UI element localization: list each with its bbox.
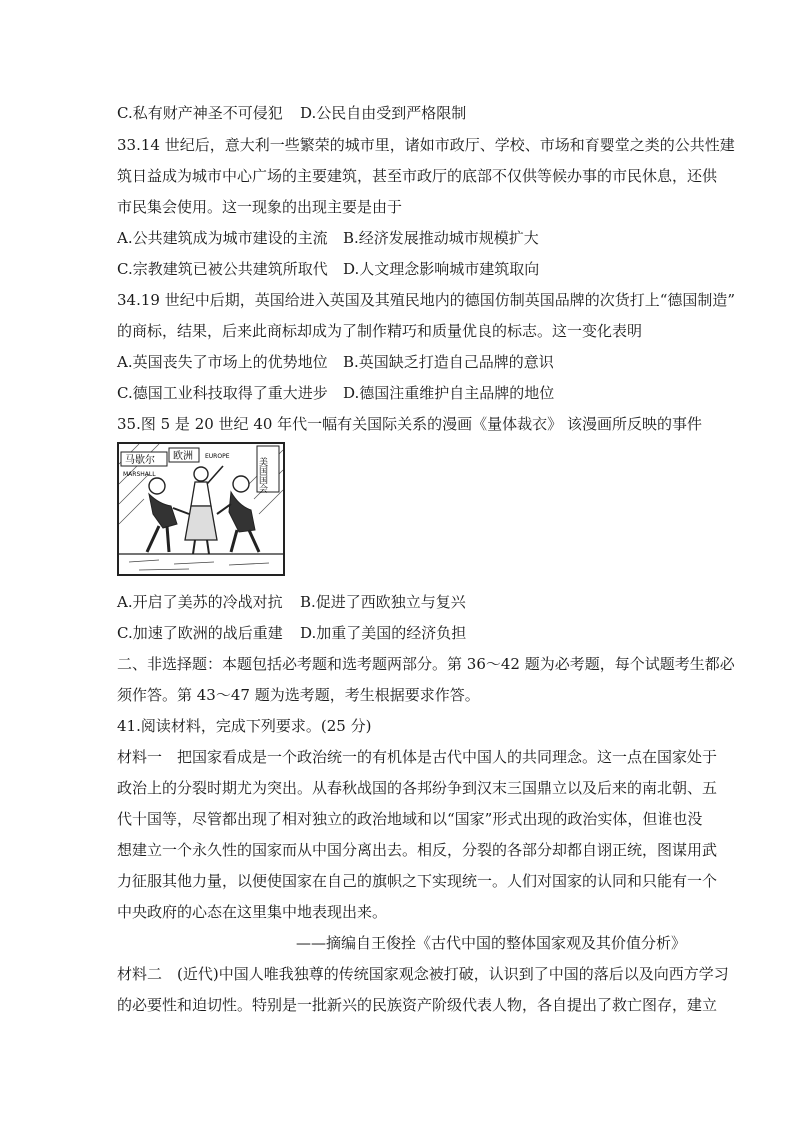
q41-material2-line-2: 的必要性和迫切性。特别是一批新兴的民族资产阶级代表人物，各自提出了救亡图存，建立 bbox=[117, 996, 718, 1014]
q32-option-d: D.公民自由受到严格限制 bbox=[300, 104, 467, 122]
q34-option-d: D.德国注重维护自主品牌的地位 bbox=[343, 384, 555, 402]
q33-option-d: D.人文理念影响城市建筑取向 bbox=[343, 260, 540, 278]
q35-option-c: C.加速了欧洲的战后重建 bbox=[117, 624, 283, 642]
section2-heading-line-1: 二、非选择题：本题包括必考题和选考题两部分。第 36～42 题为必考题，每个试题考生都必 bbox=[117, 655, 735, 673]
q33-stem-line-2: 筑日益成为城市中心广场的主要建筑，甚至市政厅的底部不仅供等候办事的市民休息，还供 bbox=[117, 167, 718, 185]
label-congress: 美国国会 bbox=[257, 457, 267, 493]
q34-option-c: C.德国工业科技取得了重大进步 bbox=[117, 384, 328, 402]
q32-option-c: C.私有财产神圣不可侵犯 bbox=[117, 104, 283, 122]
q41-stem: 41.阅读材料，完成下列要求。(25 分) bbox=[117, 717, 372, 735]
q35-option-d: D.加重了美国的经济负担 bbox=[300, 624, 467, 642]
q33-option-c: C.宗教建筑已被公共建筑所取代 bbox=[117, 260, 328, 278]
q35-option-b: B.促进了西欧独立与复兴 bbox=[300, 593, 466, 611]
q41-material1-line-6: 中央政府的心态在这里集中地表现出来。 bbox=[117, 903, 388, 921]
label-europe-cn: 欧洲 bbox=[173, 451, 193, 462]
q33-stem-line-3: 市民集会使用。这一现象的出现主要是由于 bbox=[117, 198, 403, 216]
q33-stem-line-1: 33.14 世纪后，意大利一些繁荣的城市里，诸如市政厅、学校、市场和育婴堂之类的公共性建 bbox=[117, 136, 735, 154]
q34-option-a: A.英国丧失了市场上的优势地位 bbox=[117, 353, 328, 371]
label-europe-en: EUROPE bbox=[205, 453, 230, 460]
q33-option-a: A.公共建筑成为城市建设的主流 bbox=[117, 229, 328, 247]
q41-material1-line-1: 材料一 把国家看成是一个政治统一的有机体是古代中国人的共同理念。这一点在国家处于 bbox=[117, 748, 718, 766]
q41-material2-line-1: 材料二 (近代)中国人唯我独尊的传统国家观念被打破，认识到了中国的落后以及向西方学习 bbox=[117, 965, 729, 983]
q41-material1-line-4: 想建立一个永久性的国家而从中国分离出去。相反，分裂的各部分却都自诩正统，图谋用武 bbox=[117, 841, 718, 859]
q41-material1-source: ——摘编自王俊拴《古代中国的整体国家观及其价值分析》 bbox=[295, 934, 686, 952]
label-marshall-cn: 马歇尔 bbox=[125, 455, 155, 466]
q41-material1-line-5: 力征服其他力量，以便使国家在自己的旗帜之下实现统一。人们对国家的认同和只能有一个 bbox=[117, 872, 718, 890]
q34-stem-line-1: 34.19 世纪中后期，英国给进入英国及其殖民地内的德国仿制英国品牌的次货打上“德国制造” bbox=[117, 291, 736, 309]
q33-option-b: B.经济发展推动城市规模扩大 bbox=[343, 229, 539, 247]
cartoon-figure-5 bbox=[117, 442, 285, 576]
q35-stem: 35.图 5 是 20 世纪 40 年代一幅有关国际关系的漫画《量体裁衣》 该漫画所反映的事件 bbox=[117, 415, 702, 433]
q41-material1-line-2: 政治上的分裂时期尤为突出。从春秋战国的各邦纷争到汉末三国鼎立以及后来的南北朝、五 bbox=[117, 779, 718, 797]
q41-material1-line-3: 代十国等，尽管都出现了相对独立的政治地域和以“国家”形式出现的政治实体，但谁也没 bbox=[117, 810, 703, 828]
q34-stem-line-2: 的商标，结果，后来此商标却成为了制作精巧和质量优良的标志。这一变化表明 bbox=[117, 322, 643, 340]
cartoon-drawing bbox=[119, 444, 283, 574]
q35-option-a: A.开启了美苏的冷战对抗 bbox=[117, 593, 283, 611]
q34-option-b: B.英国缺乏打造自己品牌的意识 bbox=[343, 353, 554, 371]
section2-heading-line-2: 须作答。第 43～47 题为选考题，考生根据要求作答。 bbox=[117, 686, 480, 704]
label-marshall-en: MARSHALL bbox=[123, 471, 156, 478]
